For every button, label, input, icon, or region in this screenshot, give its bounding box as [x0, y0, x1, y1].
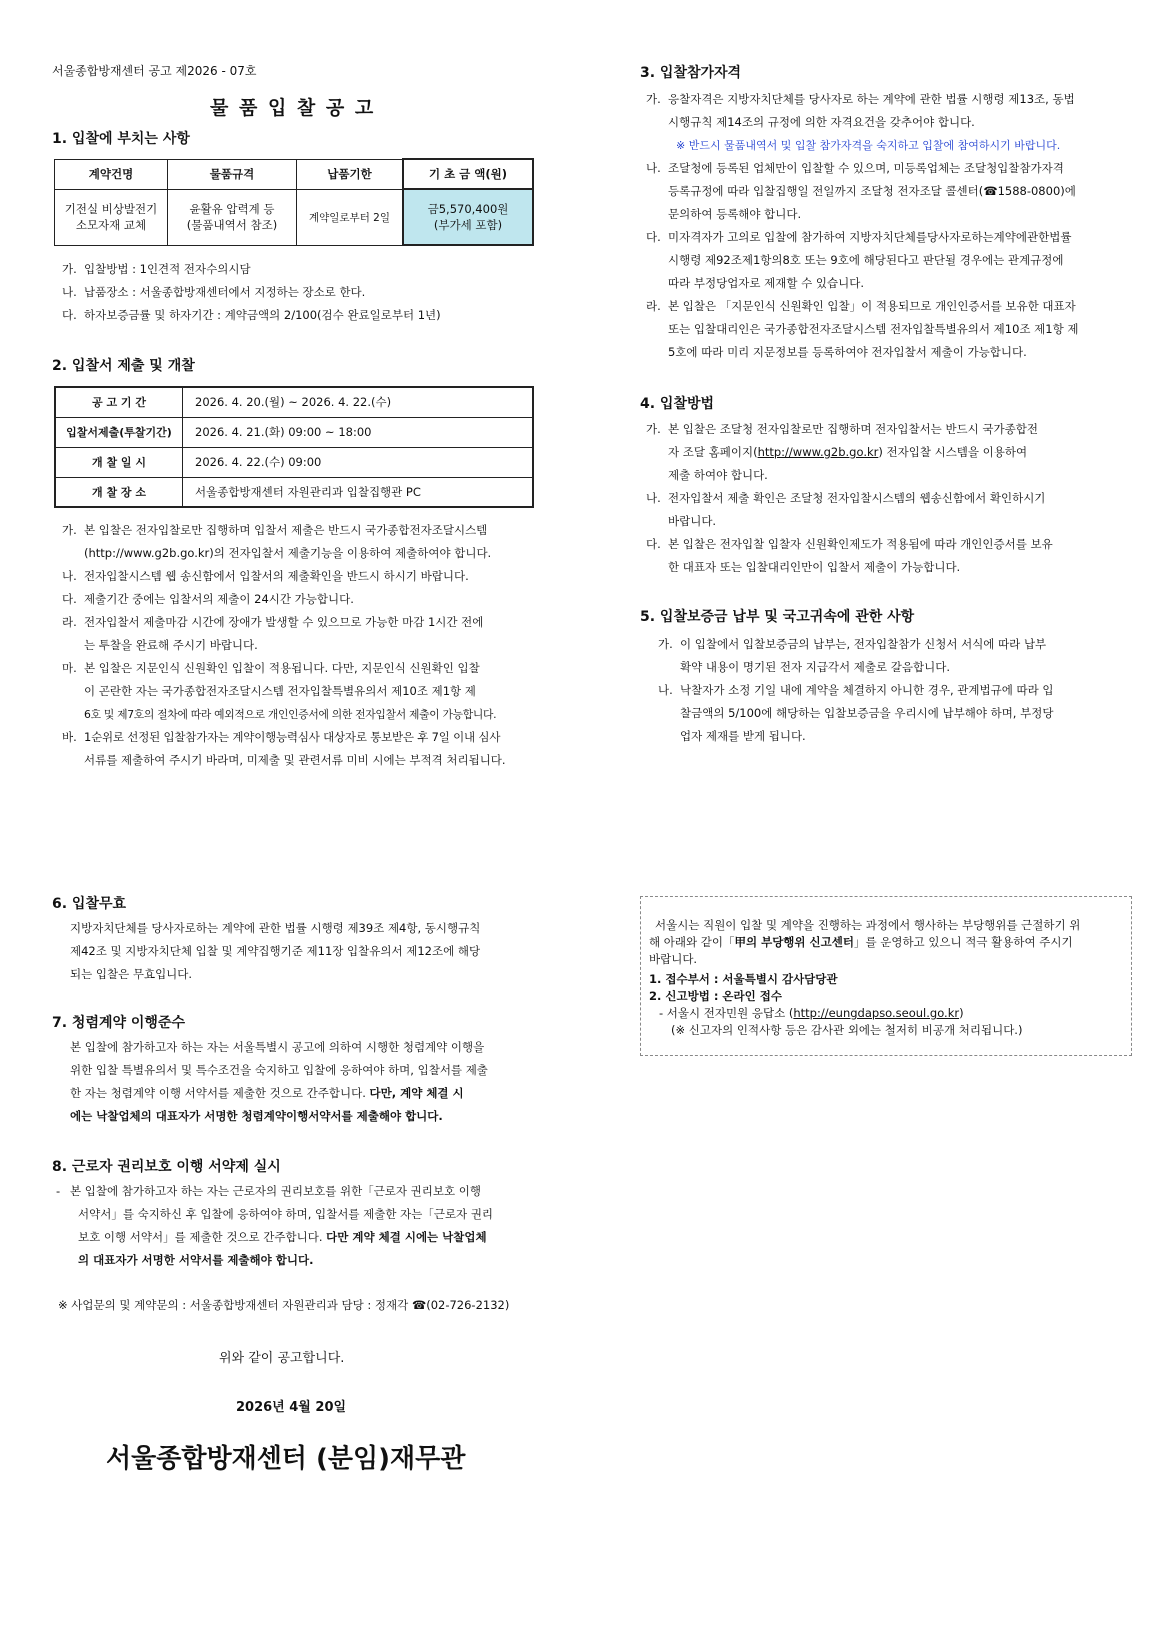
table-row — [55, 417, 533, 447]
list-item: 가. 본 입찰은 조달청 전자입찰로만 집행하며 전자입찰서는 반드시 국가종합전 자 조달 홈페이지(http://www.g2b.go.kr) 전자입찰 시스템을 이용하여 제출 하여야 합니다. — [646, 422, 1038, 482]
list-item: 라. 전자입찰서 제출마감 시간에 장애가 발생할 수 있으므로 가능한 마감 1시간 전에 는 투찰을 완료해 주시기 바랍니다. — [62, 615, 484, 652]
list-item: 가. 이 입찰에서 입찰보증금의 납부는, 전자입찰참가 신청서 서식에 따라 납부 확약 내용이 명기된 전자 지급각서 제출로 갈음합니다. — [658, 637, 1047, 674]
section-4-items — [646, 418, 1126, 579]
table-row — [55, 387, 533, 417]
row-value: 2026. 4. 21.(화) 09:00 ~ 18:00 — [183, 417, 534, 447]
report-center-box: 서울시는 직원이 입찰 및 계약을 진행하는 과정에서 행사하는 부당행위를 근절하기 위 해 아래와 같이「甲의 부당행위 신고센터」를 운영하고 있으니 적극 활용하여 주시기 바랍니다. 1. 접수부서 : 서울특별시 감사담당관 2. 신고방법 : 온라인 접수 - 서울시 전자민원 응답소 (http://eungdapso.seoul.go.kr) (※ 신고자의 인적사항 등은 감사관 외에는 철저히 비공개 처리됩니다.) — [640, 896, 1132, 1056]
section-5-items — [658, 633, 1128, 748]
row-value: 서울종합방재센터 자원관리과 입찰집행관 PC — [183, 477, 534, 507]
list-item: 가. 본 입찰은 전자입찰로만 집행하며 입찰서 제출은 반드시 국가종합전자조달시스템 (http://www.g2b.go.kr)의 전자입찰서 제출기능을 이용하여 제출하여야 합니다. — [62, 523, 492, 560]
list-item: 다. 본 입찰은 전자입찰 입찰자 신원확인제도가 적용됨에 따라 개인인증서를 보유 한 대표자 또는 입찰대리인만이 입찰서 제출이 가능합니다. — [646, 537, 1053, 574]
schedule-table — [54, 386, 534, 508]
section-1-heading: 1. 입찰에 부치는 사항 — [52, 131, 190, 147]
notice-date: 2026년 4월 20일 — [236, 1400, 347, 1415]
signer: 서울종합방재센터 (분임)재무관 — [106, 1444, 466, 1474]
eungdapso-link[interactable]: http://eungdapso.seoul.go.kr — [793, 1006, 960, 1020]
section-3-heading: 3. 입찰참가자격 — [640, 65, 742, 81]
reporting-method: 2. 신고방법 : 온라인 접수 — [649, 989, 782, 1003]
notice-number: 서울종합방재센터 공고 제2026 - 07호 — [52, 64, 257, 78]
list-item: 마. 본 입찰은 지문인식 신원확인 입찰이 적용됩니다. 다만, 지문인식 신원확인 입찰 이 곤란한 자는 국가종합전자조달시스템 전자입찰특별유의서 제10조 제1항 제 6호 및 제7호의 절차에 따라 예외적으로 개인인증서에 의한 전자입찰서 제출이 가능합니다. — [62, 661, 497, 721]
list-item: 나. 낙찰자가 소정 기일 내에 계약을 체결하지 아니한 경우, 관계법규에 따라 입 찰금액의 5/100에 해당하는 입찰보증금을 우리시에 납부해야 하며, 부정당 업자 제재를 받게 됩니다. — [658, 683, 1054, 743]
cell-due: 계약일로부터 2일 — [297, 189, 404, 245]
section-4-heading: 4. 입찰방법 — [640, 396, 715, 412]
cell-contract-name: 기전실 비상발전기 소모자재 교체 — [55, 189, 168, 245]
col-spec: 물품규격 — [168, 159, 297, 189]
col-contract-name: 계약건명 — [55, 159, 168, 189]
row-label: 입찰서제출(투찰기간) — [55, 417, 183, 447]
list-item: 다. 제출기간 중에는 입찰서의 제출이 24시간 가능합니다. — [62, 592, 354, 606]
cell-amount: 금5,570,400원 (부가세 포함) — [403, 189, 533, 245]
row-label: 개 찰 장 소 — [55, 477, 183, 507]
g2b-link[interactable]: http://www.g2b.go.kr — [757, 445, 879, 459]
page-title: 물 품 입 찰 공 고 — [210, 97, 376, 119]
list-item: 가. 입찰방법 : 1인견적 전자수의시담 — [62, 262, 251, 276]
cell-spec: 윤활유 압력계 등 (물품내역서 참조) — [168, 189, 297, 245]
row-label: 공 고 기 간 — [55, 387, 183, 417]
list-item: 가. 응찰자격은 지방자치단체를 당사자로 하는 계약에 관한 법률 시행령 제13조, 동법 시행규칙 제14조의 규정에 의한 자격요건을 갖추어야 합니다. — [646, 92, 1075, 129]
reporting-dept: 1. 접수부서 : 서울특별시 감사담당관 — [649, 972, 838, 986]
contact-info: ※ 사업문의 및 계약문의 : 서울종합방재센터 자원관리과 담당 : 정재각 ☎(02-726-2132) — [58, 1298, 510, 1312]
col-base-amount: 기 초 금 액(원) — [403, 159, 533, 189]
closing-statement: 위와 같이 공고합니다. — [219, 1351, 345, 1366]
list-item: 나. 전자입찰시스템 웹 송신함에서 입찰서의 제출확인을 반드시 하시기 바랍니다. — [62, 569, 469, 583]
list-item: 나. 납품장소 : 서울종합방재센터에서 지정하는 장소로 한다. — [62, 285, 366, 299]
list-item: 라. 본 입찰은 「지문인식 신원확인 입찰」이 적용되므로 개인인증서를 보유한 대표자 또는 입찰대리인은 국가종합전자조달시스템 전자입찰특별유의서 제10조 제1항 제 5호에 따라 미리 지문정보를 등록하여야 전자입찰서 제출이 가능합니다. — [646, 299, 1079, 359]
table-row — [55, 189, 534, 245]
privacy-note: (※ 신고자의 인적사항 등은 감사관 외에는 철저히 비공개 처리됩니다.) — [671, 1023, 1023, 1037]
list-item: 나. 전자입찰서 제출 확인은 조달청 전자입찰시스템의 웹송신함에서 확인하시기 바랍니다. — [646, 491, 1046, 528]
section-1-items — [62, 258, 532, 327]
section-6-heading: 6. 입찰무효 — [52, 896, 127, 912]
table-row — [55, 477, 533, 507]
table-header-row — [55, 159, 534, 189]
row-value: 2026. 4. 20.(월) ~ 2026. 4. 22.(수) — [183, 387, 534, 417]
row-value: 2026. 4. 22.(수) 09:00 — [183, 447, 534, 477]
list-item: 바. 1순위로 선정된 입찰참가자는 계약이행능력심사 대상자로 통보받은 후 7일 이내 심사 서류를 제출하여 주시기 바라며, 미제출 및 관련서류 미비 시에는 부적격 처리됩니다. — [62, 730, 506, 767]
row-label: 개 찰 일 시 — [55, 447, 183, 477]
bid-item-table — [54, 158, 534, 246]
section-2-items — [62, 519, 542, 772]
list-item: 다. 미자격자가 고의로 입찰에 참가하여 지방자치단체를당사자로하는계약에관한법률 시행령 제92조제1항의8호 또는 9호에 해당된다고 판단될 경우에는 관계규정에 따라 부정당업자로 제재할 수 있습니다. — [646, 230, 1072, 290]
col-due: 납품기한 — [297, 159, 404, 189]
section-3-items — [646, 88, 1126, 364]
section-7-body: 본 입찰에 참가하고자 하는 자는 서울특별시 공고에 의하여 시행한 청렴계약 이행을 위한 입찰 특별유의서 및 특수조건을 숙지하고 입찰에 응하여야 하며, 입찰서를 제출 한 자는 청렴계약 이행 서약서를 제출한 것으로 간주합니다. 다만, 계약 체결 시 에는 낙찰업체의 대표자가 서명한 청렴계약이행서약서를 제출해야 합니다. — [70, 1040, 488, 1123]
section-2-heading: 2. 입찰서 제출 및 개찰 — [52, 358, 195, 374]
section-7-heading: 7. 청렴계약 이행준수 — [52, 1015, 185, 1031]
section-8-heading: 8. 근로자 권리보호 이행 서약제 실시 — [52, 1159, 281, 1175]
section-6-body: 지방자치단체를 당사자로하는 계약에 관한 법률 시행령 제39조 제4항, 동시행규칙 제42조 및 지방자치단체 입찰 및 계약집행기준 제11장 입찰유의서 제12조에 해당 되는 입찰은 무효입니다. — [70, 921, 481, 981]
section-5-heading: 5. 입찰보증금 납부 및 국고귀속에 관한 사항 — [640, 609, 915, 625]
section-8-body: - 본 입찰에 참가하고자 하는 자는 근로자의 권리보호를 위한「근로자 권리보호 이행 서약서」를 숙지하신 후 입찰에 응하여야 하며, 입찰서를 제출한 자는「근로자 권리 보호 이행 서약서」를 제출한 것으로 간주합니다. 다만 계약 체결 시에는 낙찰업체 의 대표자가 서명한 서약서를 제출해야 합니다. — [56, 1184, 494, 1267]
table-row — [55, 447, 533, 477]
qualification-note: ※ 반드시 물품내역서 및 입찰 참가자격을 숙지하고 입찰에 참여하시기 바랍니다. — [676, 139, 1061, 152]
list-item: 나. 조달청에 등록된 업체만이 입찰할 수 있으며, 미등록업체는 조달청입찰참가자격 등록규정에 따라 입찰집행일 전일까지 조달청 전자조달 콜센터(☎1588-0800)에 문의하여 등록해야 합니다. — [646, 161, 1076, 221]
list-item: 다. 하자보증금률 및 하자기간 : 계약금액의 2/100(검수 완료일로부터 1년) — [62, 308, 441, 322]
